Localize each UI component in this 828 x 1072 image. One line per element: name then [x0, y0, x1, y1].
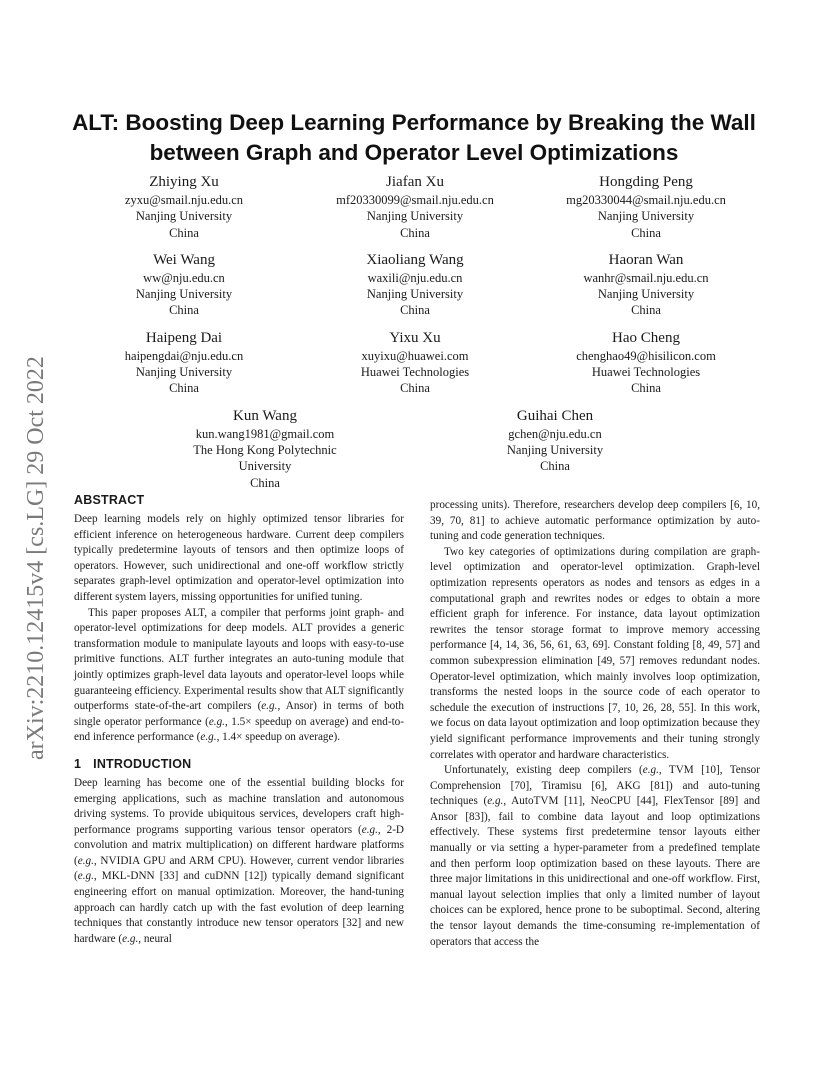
author-affiliation: Huawei Technologies: [591, 365, 701, 380]
author-country: China: [169, 303, 199, 318]
abstract-paragraph-2: This paper proposes ALT, a compiler that performs joint graph- and operator-level optimizations for deep models. ALT provides a generic transformation module to manipulate layouts and loops with easy-to-use primitive functions. ALT further integrates an auto-tuning module that jointly optimizes graph-level data layouts and operator-level loops while guaranteeing efficiency. Experimental results show that ALT significantly outperforms state-of-the-art compilers (e.g., Ansor) in terms of both single operator performance (e.g., 1.5× speedup on average) and end-to-end inference performance (e.g., 1.4× speedup on average).: [74, 606, 404, 744]
author-affiliation: Nanjing University: [366, 287, 464, 302]
author-email: chenghao49@hisilicon.com: [576, 348, 716, 363]
author-affiliation: The Hong Kong Polytechnic: [193, 442, 337, 457]
author-card: [74, 329, 294, 397]
author-name: Guihai Chen: [516, 407, 594, 424]
author-name: Wei Wang: [153, 251, 215, 268]
intro-paragraph-1: Deep learning has become one of the essential building blocks for emerging applications, such as machine translation and autonomous driving systems. To provide ubiquitous services, developers craft high-performance programs supporting various tensor operators (e.g., 2-D convolution and matrix multiplication) on different hardware platforms (e.g., NVIDIA GPU and ARM CPU). However, current vendor libraries (e.g., MKL-DNN [33] and cuDNN [12]) typically demand significant engineering effort on manual optimization. Moreover, the hand-tuning approach can hardly catch up with the fast evolution of deep learning techniques that constantly introduce new tensor operators [32] and new hardware (e.g., neural: [74, 776, 404, 945]
right-column: [430, 498, 760, 950]
author-email: mf20330099@smail.nju.edu.cn: [336, 193, 494, 207]
author-country: China: [169, 225, 199, 240]
author-name: Xiaoliang Wang: [366, 251, 464, 268]
author-name: Kun Wang: [233, 407, 297, 424]
intro-paragraph-3: Unfortunately, existing deep compilers (e.g., TVM [10], Tensor Comprehension [70], Tiramisu [6], AKG [81]) and auto-tuning techniques (e.g., AutoTVM [11], NeoCPU [44], FlexTensor [89] and Ansor [83]), fail to combine data layout and loop optimizations effectively. These systems first predetermine tensor layouts either manually or via setting a hyper-parameter from a predefined template and then perform loop optimization based on these layouts. There are three major limitations in this unidirectional and one-off workflow. First, manual layout selection implies that only a limited number of layout choices can be explored, hence prone to be suboptimal. Second, altering the tensor layout demands the time-consuming re-implementation of operators that access the: [430, 764, 760, 948]
author-email: mg20330044@smail.nju.edu.cn: [566, 193, 726, 207]
author-row: [74, 173, 756, 241]
author-name: Yixu Xu: [389, 329, 441, 346]
author-name: Hao Cheng: [612, 329, 680, 346]
introduction-heading: [74, 756, 404, 772]
abstract-paragraph-1: Deep learning models rely on highly optimized tensor libraries for efficient inference on heterogeneous hardware. Current deep compilers typically predetermine layouts of tensors and then optimize loops of operators. However, such unidirectional and one-off workflow strictly separates graph-level optimization and operator-level optimization into different system layers, missing opportunities for unified tuning.: [74, 513, 404, 603]
author-affiliation: Nanjing University: [135, 209, 233, 224]
author-country: China: [400, 225, 430, 240]
intro-paragraph-2: Two key categories of optimizations during compilation are graph-level optimization and operator-level optimization. Graph-level optimization represents operators as nodes and tensors as edges in a computational graph and rewrites nodes or edges to obtain a more efficient graph for inference. For instance, data layout optimization rewrites the tensor storage format to improve memory accessing performance [4, 14, 36, 56, 61, 63, 69]. Constant folding [8, 49, 57] and common subexpression elimination [49, 57] removes redundant nodes. Operator-level optimization, which mainly involves loop optimization, transforms the nested loops in the source code of each operator to schedule the execution of instructions [7, 10, 26, 28, 55]. In this work, we focus on data layout optimization and loop optimization because they yield significant performance improvements and their tuning strongly correlates with operator and hardware characteristics.: [430, 545, 760, 761]
author-affiliation: Nanjing University: [366, 209, 464, 224]
arxiv-identifier: arXiv:2210.12415v4 [cs.LG] 29 Oct 2022: [23, 356, 49, 760]
author-affiliation: Nanjing University: [597, 287, 695, 302]
left-column: [74, 492, 404, 947]
author-name: Haipeng Dai: [145, 329, 223, 346]
author-email: haipengdai@nju.edu.cn: [124, 348, 244, 363]
author-row: [74, 329, 756, 397]
section-title: INTRODUCTION: [93, 756, 192, 771]
author-name: Jiafan Xu: [386, 174, 444, 190]
author-card: [536, 173, 756, 241]
author-affiliation: Huawei Technologies: [360, 365, 470, 380]
author-row: [74, 251, 756, 319]
author-email: waxili@nju.edu.cn: [367, 270, 463, 285]
author-card: [74, 251, 294, 319]
paper-title-line-2: between Graph and Operator Level Optimizations: [149, 140, 679, 165]
author-email: zyxu@smail.nju.edu.cn: [124, 193, 244, 207]
author-affiliation: Nanjing University: [135, 365, 233, 380]
author-email: xuyixu@huawei.com: [361, 348, 469, 363]
author-country: China: [631, 303, 661, 318]
section-number: 1: [74, 756, 82, 771]
author-email: gchen@nju.edu.cn: [508, 426, 602, 441]
author-card: [74, 173, 294, 241]
paper-title: [60, 108, 768, 168]
author-block: [74, 173, 756, 501]
author-country: China: [169, 381, 199, 396]
author-row: [74, 407, 756, 491]
author-card: [305, 329, 525, 397]
author-country: China: [631, 381, 661, 396]
paper-title-line-1: ALT: Boosting Deep Learning Performance by Breaking the Wall: [72, 110, 756, 135]
author-country: China: [631, 225, 661, 240]
author-affiliation-cont: University: [238, 459, 292, 474]
author-card: [536, 251, 756, 319]
author-email: kun.wang1981@gmail.com: [195, 426, 335, 441]
author-affiliation: Nanjing University: [506, 442, 604, 457]
author-country: China: [540, 459, 570, 474]
author-country: China: [400, 303, 430, 318]
author-affiliation: Nanjing University: [135, 287, 233, 302]
author-card: [305, 251, 525, 319]
intro-paragraph-1-continued: processing units). Therefore, researchers develop deep compilers [6, 10, 39, 70, 81] to achieve automatic performance optimization by auto-tuning and code generation techniques.: [430, 499, 760, 543]
author-name: Haoran Wan: [608, 251, 684, 268]
author-email: ww@nju.edu.cn: [143, 270, 225, 285]
author-name: Hongding Peng: [599, 174, 693, 190]
author-card: [445, 407, 665, 491]
author-card: [305, 173, 525, 241]
author-country: China: [400, 381, 430, 396]
author-card: [155, 407, 375, 491]
author-affiliation: Nanjing University: [597, 209, 695, 224]
author-card: [536, 329, 756, 397]
abstract-heading: ABSTRACT: [74, 493, 145, 507]
author-country: China: [250, 475, 280, 490]
author-name: Zhiying Xu: [149, 174, 219, 190]
author-email: wanhr@smail.nju.edu.cn: [583, 270, 709, 285]
